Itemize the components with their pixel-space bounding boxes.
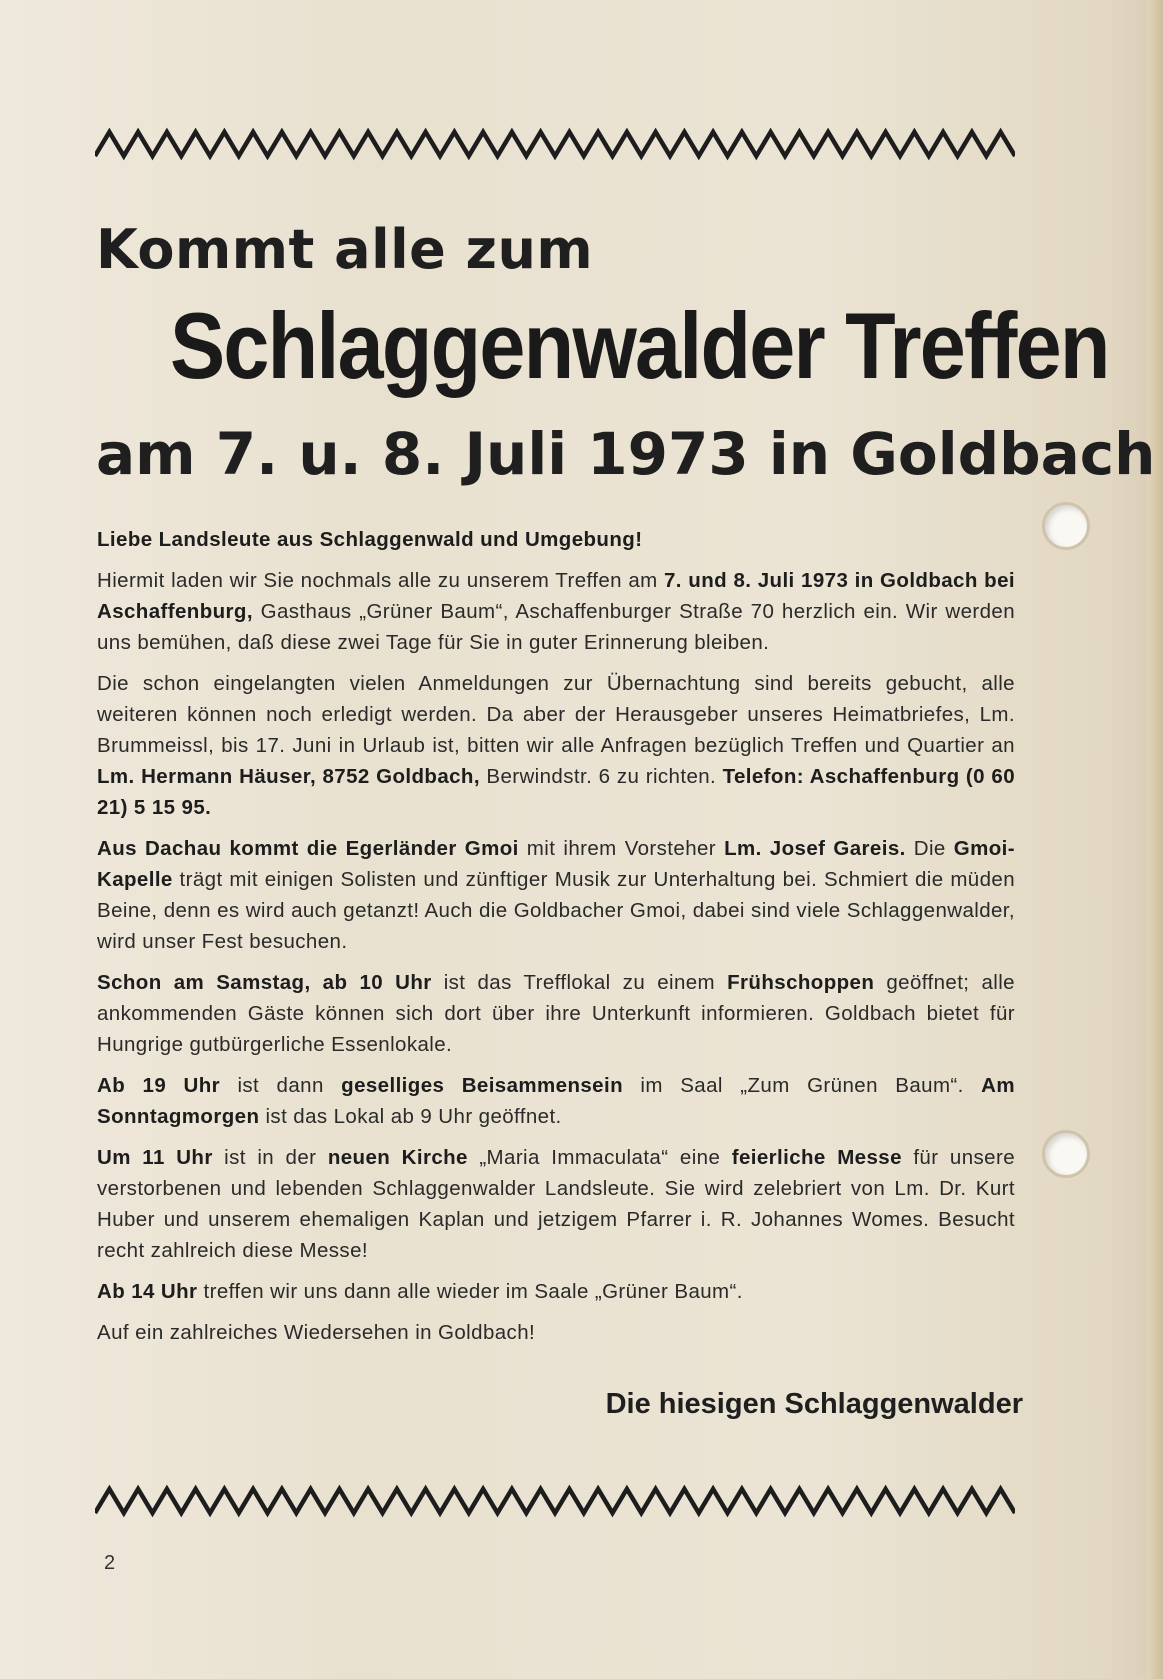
bold-text: geselliges Beisammensein bbox=[341, 1074, 623, 1097]
text: treffen wir uns dann alle wieder im Saale „Grüner Baum“. bbox=[197, 1280, 743, 1303]
bottom-zigzag-border bbox=[95, 1483, 1015, 1523]
body-paragraph bbox=[97, 1142, 1015, 1266]
bold-text: Um 11 Uhr bbox=[97, 1146, 213, 1169]
body-paragraph bbox=[97, 565, 1015, 658]
text: ist dann bbox=[220, 1074, 342, 1097]
headline-date-location: am 7. u. 8. Juli 1973 in Goldbach bbox=[96, 420, 1156, 488]
text: Die bbox=[905, 837, 954, 860]
bold-text: Gmoi-Kapelle bbox=[97, 837, 1015, 891]
page-edge bbox=[1147, 0, 1163, 1679]
text: ist das Lokal ab 9 Uhr geöffnet. bbox=[259, 1105, 562, 1128]
body-paragraph bbox=[97, 1317, 1015, 1348]
punch-hole-lower bbox=[1042, 1130, 1090, 1178]
bold-text: Schon am Samstag, ab 10 Uhr bbox=[97, 971, 432, 994]
bold-text: Liebe Landsleute aus Schlaggenwald und Umgebung! bbox=[97, 528, 643, 551]
bold-text: Lm. Josef Gareis. bbox=[724, 837, 906, 860]
bold-text: Aus Dachau kommt die Egerländer Gmoi bbox=[97, 837, 519, 860]
bold-text: Am Sonntagmorgen bbox=[97, 1074, 1015, 1128]
text: im Saal „Zum Grünen Baum“. bbox=[623, 1074, 982, 1097]
bold-text: 7. und 8. Juli 1973 in Goldbach bei Aschaffenburg, bbox=[97, 569, 1015, 623]
body-paragraph bbox=[97, 524, 1015, 555]
body-paragraph bbox=[97, 967, 1015, 1060]
bold-text: neuen Kirche bbox=[327, 1146, 468, 1169]
bold-text: Telefon: Aschaffenburg (0 60 21) 5 15 95. bbox=[97, 765, 1015, 819]
bold-text: feierliche Messe bbox=[731, 1146, 902, 1169]
text: ist in der bbox=[212, 1146, 328, 1169]
top-zigzag-border bbox=[95, 126, 1015, 166]
bold-text: Lm. Hermann Häuser, 8752 Goldbach, bbox=[97, 765, 480, 788]
body-paragraph bbox=[97, 1070, 1015, 1132]
text: trägt mit einigen Solisten und zünftiger Musik zur Unterhaltung bei. Schmiert die müden Beine, denn es wird auch getanzt! Auch die Goldbacher Gmoi, dabei sind viele Schlaggenwalder, wird unser Fest besuchen. bbox=[97, 868, 1015, 953]
text: Auf ein zahlreiches Wiedersehen in Goldbach! bbox=[97, 1321, 536, 1344]
signature: Die hiesigen Schlaggenwalder bbox=[605, 1388, 1023, 1420]
text: Gasthaus „Grüner Baum“, Aschaffenburger Straße 70 herzlich ein. Wir werden uns bemühen, daß diese zwei Tage für Sie in guter Erinnerung bleiben. bbox=[97, 600, 1015, 654]
text: geöffnet; alle ankommenden Gäste können sich dort über ihre Unterkunft informieren. Goldbach bietet für Hungrige gutbürgerliche Essenlokale. bbox=[97, 971, 1015, 1056]
body-paragraph bbox=[97, 1276, 1015, 1307]
text: für unsere verstorbenen und lebenden Schlaggenwalder Landsleute. Sie wird zelebriert von Lm. Dr. Kurt Huber und unserem ehemaligen Kaplan und jetzigem Pfarrer i. R. Johannes Womes. Besucht recht zahlreich diese Messe! bbox=[97, 1146, 1015, 1262]
text: „Maria Immaculata“ eine bbox=[467, 1146, 732, 1169]
text: ist das Trefflokal zu einem bbox=[431, 971, 728, 994]
headline-event-name: Schlaggenwalder Treffen bbox=[170, 293, 1109, 398]
page-number: 2 bbox=[104, 1552, 116, 1574]
body-paragraph bbox=[97, 668, 1015, 823]
text: Hiermit laden wir Sie nochmals alle zu unserem Treffen am bbox=[97, 569, 664, 592]
body-paragraph bbox=[97, 833, 1015, 957]
invitation-body bbox=[97, 524, 1015, 1358]
bold-text: Ab 14 Uhr bbox=[97, 1280, 198, 1303]
punch-hole-upper bbox=[1042, 502, 1090, 550]
bold-text: Frühschoppen bbox=[727, 971, 875, 994]
text: mit ihrem Vorsteher bbox=[518, 837, 725, 860]
text: Die schon eingelangten vielen Anmeldungen zur Übernachtung sind bereits gebucht, alle weiteren können noch erledigt werden. Da aber der Herausgeber unseres Heimatbriefes, Lm. Brummeissl, bis 17. Juni in Urlaub ist, bitten wir alle Anfragen bezüglich Treffen und Quartier an bbox=[97, 672, 1015, 757]
bold-text: Ab 19 Uhr bbox=[97, 1074, 221, 1097]
headline-intro: Kommt alle zum bbox=[96, 218, 594, 281]
text: Berwindstr. 6 zu richten. bbox=[479, 765, 723, 788]
